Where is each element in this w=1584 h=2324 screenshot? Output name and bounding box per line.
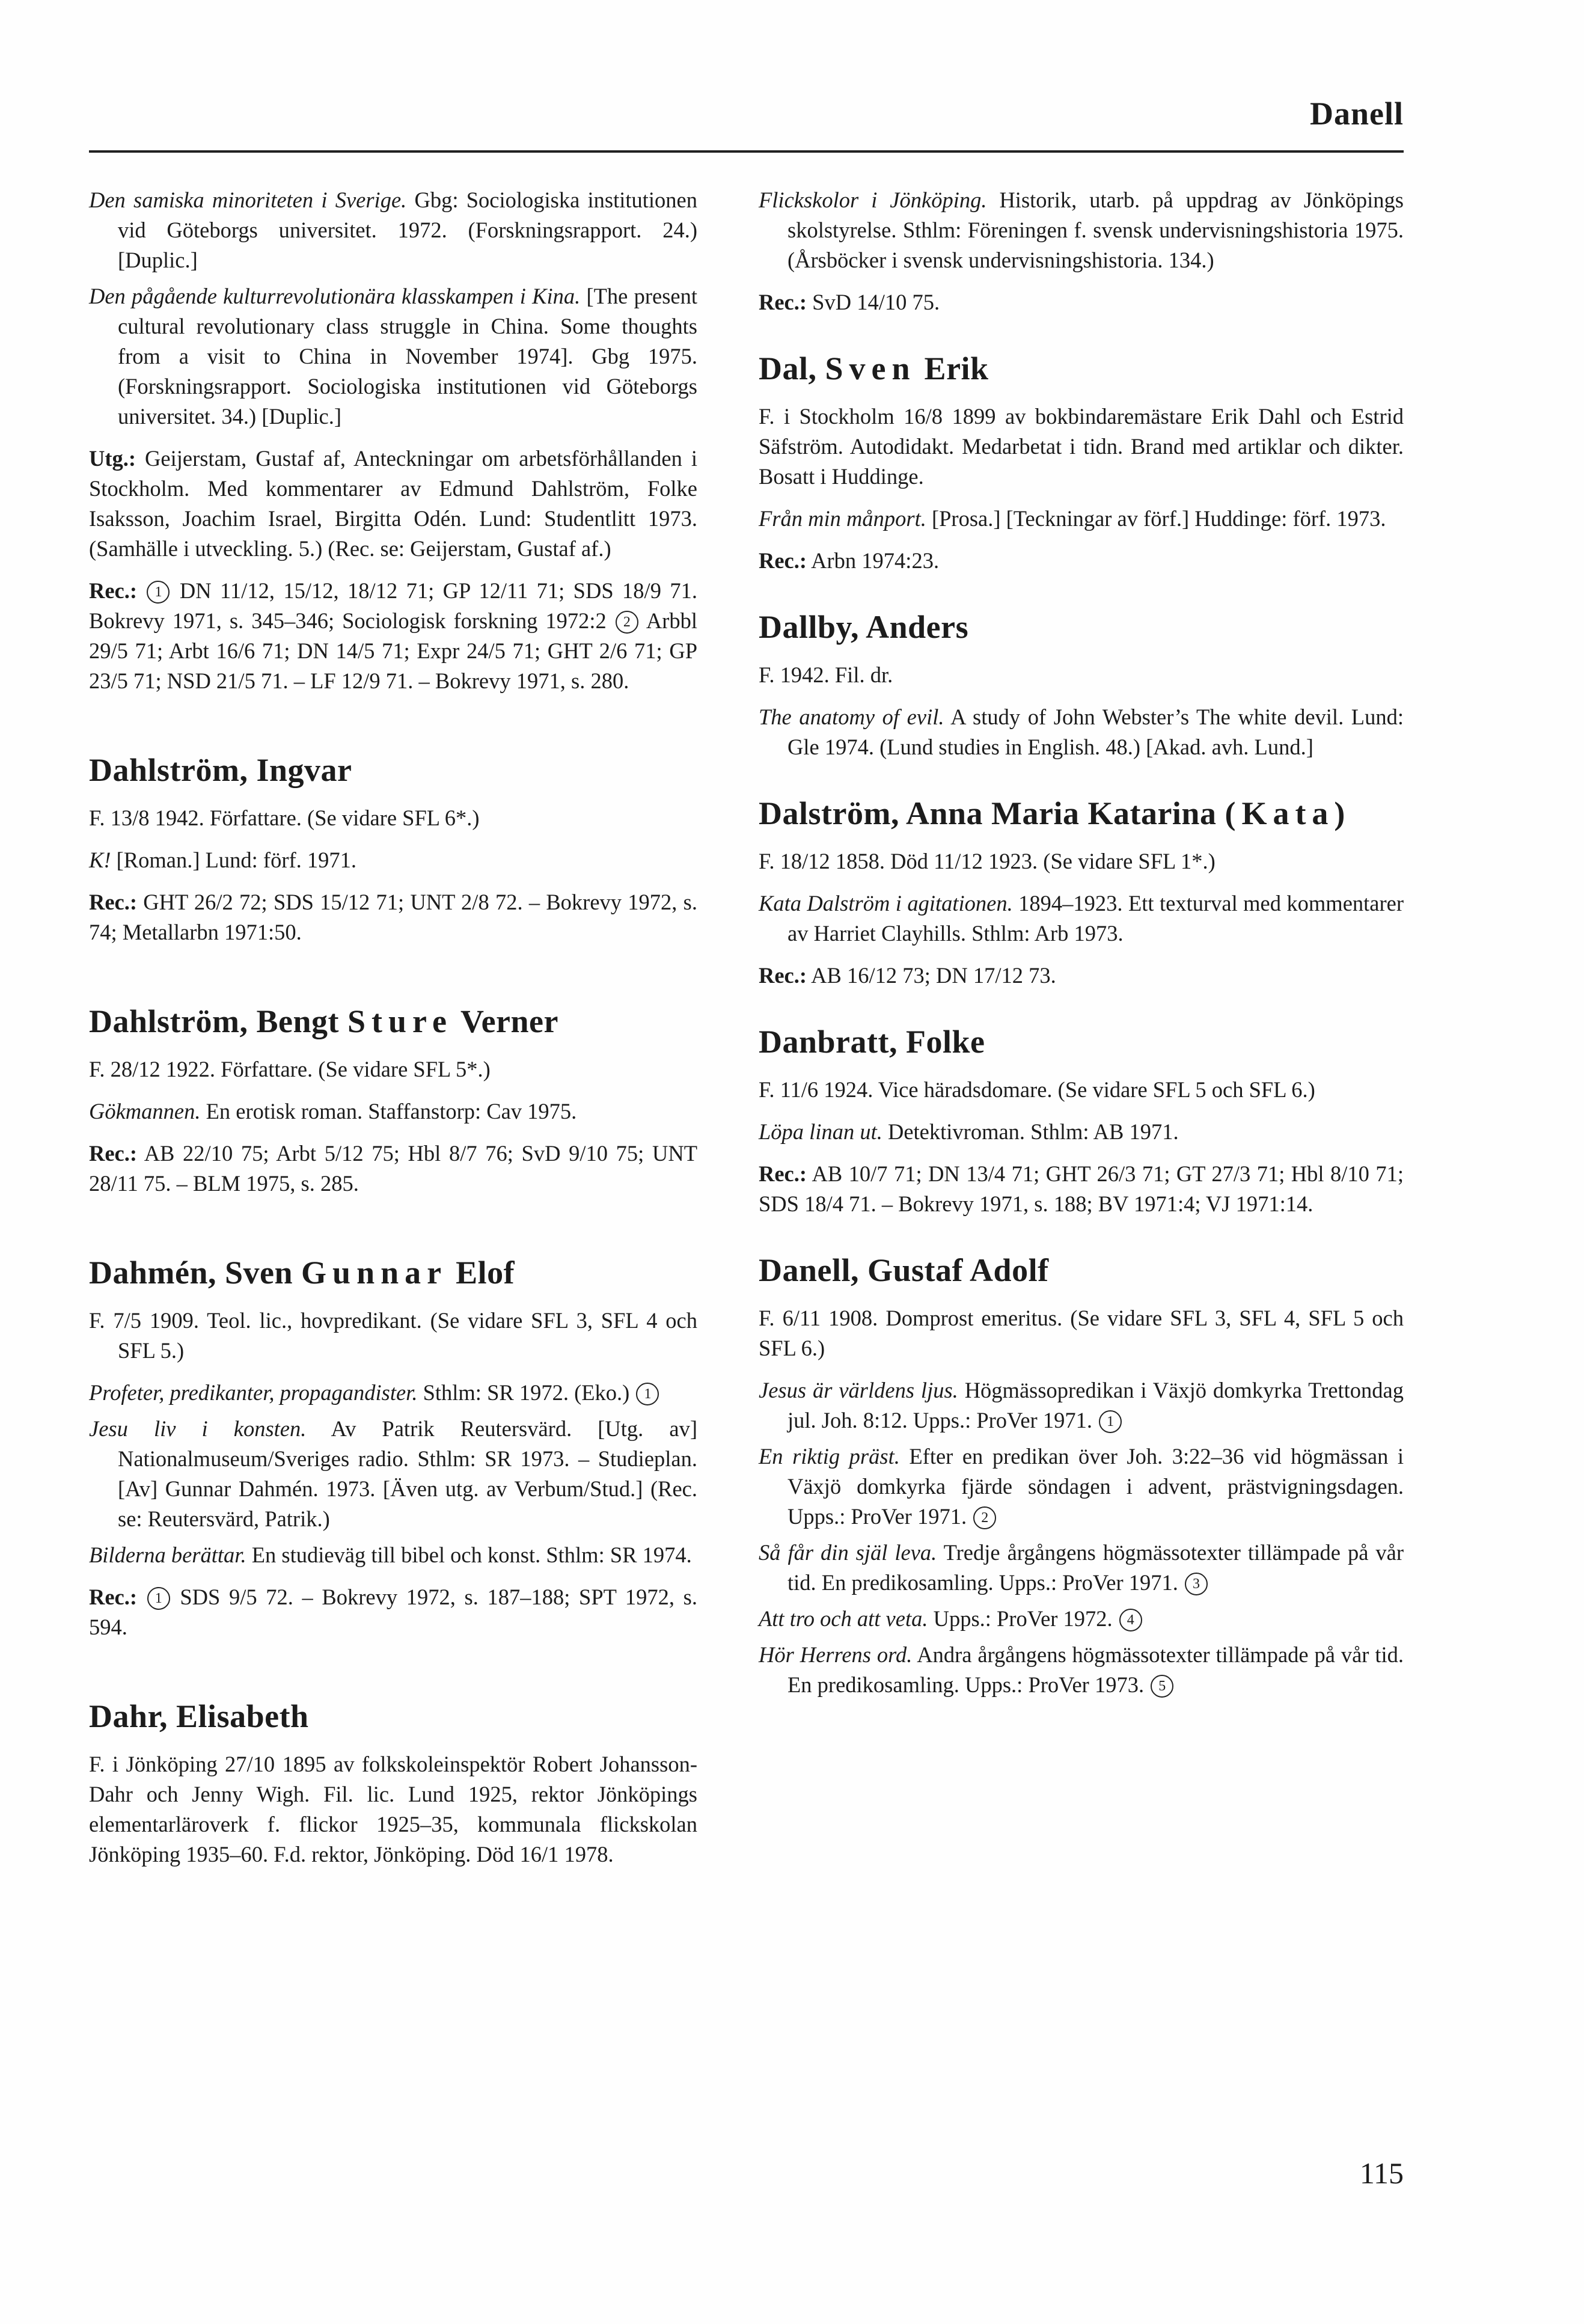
work-details: Sthlm: SR 1972. (Eko.) bbox=[417, 1380, 635, 1405]
author-bio: F. 6/11 1908. Domprost emeritus. (Se vidare SFL 3, SFL 4, SFL 5 och SFL 6.) bbox=[759, 1306, 1404, 1360]
work-title: Jesu liv i konsten. bbox=[89, 1416, 307, 1441]
heading-part: Dalström, Anna Maria Katarina bbox=[759, 795, 1225, 831]
work-title: Löpa linan ut. bbox=[759, 1119, 882, 1144]
spaced-given-name: Sven bbox=[825, 350, 916, 387]
work-entry bbox=[759, 1375, 1404, 1436]
work-entry bbox=[89, 1414, 697, 1534]
reviews bbox=[759, 287, 1404, 317]
rec-label: Rec.: bbox=[759, 290, 807, 314]
circled-number-marker: 1 bbox=[1099, 1410, 1122, 1433]
utg-text: Geijerstam, Gustaf af, Anteckningar om arbetsförhållanden i Stockholm. Med kommentarer av Edmund Dahlström, Folke Isaksson, Joachim Israel, Birgitta Odén. Lund: Studentlitt 1973. (Samhälle i utveckling. 5.) (Rec. se: Geijerstam, Gustaf af.) bbox=[89, 446, 697, 561]
work-title: Den pågående kulturrevolutionära klasskampen i Kina. bbox=[89, 284, 581, 308]
work-entry bbox=[89, 185, 697, 275]
reviews-text: SvD 14/10 75. bbox=[807, 290, 940, 314]
work-entry bbox=[759, 702, 1404, 762]
left-column bbox=[89, 185, 697, 1876]
reviews-text: GHT 26/2 72; SDS 15/12 71; UNT 2/8 72. – Bokrevy 1972, s. 74; Metallarbn 1971:50. bbox=[89, 890, 697, 944]
work-details: Högmässopredikan i Växjö domkyrka Trettondag jul. Joh. 8:12. Upps.: ProVer 1971. bbox=[787, 1378, 1404, 1433]
work-entry bbox=[759, 888, 1404, 949]
work-details: Upps.: ProVer 1972. bbox=[928, 1606, 1118, 1631]
work-entry bbox=[759, 185, 1404, 275]
work-title: En riktig präst. bbox=[759, 1444, 900, 1469]
author-heading: Dallby, Anders bbox=[759, 609, 969, 645]
work-details: Andra årgångens högmässotexter tillämpade på vår tid. En predikosamling. Upps.: ProVer 1973. bbox=[787, 1642, 1404, 1697]
reviews-text: AB 16/12 73; DN 17/12 73. bbox=[807, 963, 1056, 988]
reviews-text: Arbn 1974:23. bbox=[807, 548, 940, 573]
work-details: Detektivroman. Sthlm: AB 1971. bbox=[882, 1119, 1179, 1144]
work-details: Efter en predikan över Joh. 3:22–36 vid högmässan i Växjö domkyrka fjärde söndagen i advent, prästvigningsdagen. Upps.: ProVer 1971. bbox=[787, 1444, 1404, 1529]
work-title: Hör Herrens ord. bbox=[759, 1642, 913, 1667]
work-details: Av Patrik Reutersvärd. [Utg. av] Nationalmuseum/Sveriges radio. Sthlm: SR 1973. – Studieplan. [Av] Gunnar Dahmén. 1973. [Även utg. av Verbum/Stud.] (Rec. se: Reutersvärd, Patrik.) bbox=[118, 1416, 697, 1531]
work-entry bbox=[759, 1538, 1404, 1598]
reviews-text: Arbbl 29/5 71; Arbt 16/6 71; DN 14/5 71; Expr 24/5 71; GHT 2/6 71; GP 23/5 71; NSD 21/5 71. – LF 12/9 71. – Bokrevy 1971, s. 280. bbox=[89, 608, 697, 693]
author-heading bbox=[759, 347, 1404, 390]
reviews bbox=[89, 576, 697, 696]
author-heading: Dahlström, Ingvar bbox=[89, 752, 352, 788]
work-details: [Prosa.] [Teckningar av förf.] Huddinge: förf. 1973. bbox=[926, 506, 1386, 531]
author-bio: F. 1942. Fil. dr. bbox=[759, 662, 893, 687]
work-title: Profeter, predikanter, propagandister. bbox=[89, 1380, 418, 1405]
editor-note bbox=[89, 444, 697, 564]
reviews-text: DN 11/12, 15/12, 18/12 71; GP 12/11 71; SDS 18/9 71. Bokrevy 1971, s. 345–346; Sociologisk forskning 1972:2 bbox=[89, 578, 697, 633]
work-title: The anatomy of evil. bbox=[759, 705, 944, 729]
work-title: Att tro och att veta. bbox=[759, 1606, 928, 1631]
heading-part: Dal, bbox=[759, 350, 825, 387]
author-heading bbox=[759, 792, 1404, 834]
page-number: 115 bbox=[1359, 2156, 1404, 2190]
work-details: [The present cultural revolutionary class struggle in China. Some thoughts from a visit to China in November 1974]. Gbg 1975. (Forskningsrapport. Sociologiska institutionen vid Göteborgs universitet. 34.) [Duplic.] bbox=[118, 284, 697, 429]
rec-label: Rec.: bbox=[89, 578, 138, 603]
heading-part: Dahlström, Bengt bbox=[89, 1003, 347, 1039]
circled-number-marker: 1 bbox=[636, 1383, 659, 1405]
author-bio: F. 13/8 1942. Författare. (Se vidare SFL 6*.) bbox=[89, 806, 480, 830]
rec-label: Rec.: bbox=[89, 1141, 138, 1166]
work-details: 1894–1923. Ett texturval med kommentarer av Harriet Clayhills. Sthlm: Arb 1973. bbox=[787, 891, 1404, 946]
work-title: Så får din själ leva. bbox=[759, 1540, 937, 1565]
reviews bbox=[759, 546, 1404, 576]
circled-number-marker: 2 bbox=[616, 611, 638, 634]
author-heading: Dahr, Elisabeth bbox=[89, 1698, 309, 1734]
work-entry bbox=[759, 504, 1404, 534]
circled-number-marker: 3 bbox=[1185, 1573, 1208, 1595]
author-heading: Danbratt, Folke bbox=[759, 1024, 985, 1060]
work-details: Tredje årgångens högmässotexter tillämpade på vår tid. En predikosamling. Upps.: ProVer 1971. bbox=[787, 1540, 1404, 1595]
heading-part: Erik bbox=[916, 350, 989, 387]
rec-label: Rec.: bbox=[89, 890, 138, 914]
work-title: Flickskolor i Jönköping. bbox=[759, 188, 987, 212]
work-details: Gbg: Sociologiska institutionen vid Göteborgs universitet. 1972. (Forskningsrapport. 24.) [Duplic.] bbox=[118, 188, 698, 272]
author-bio: F. i Jönköping 27/10 1895 av folkskoleinspektör Robert Johansson-Dahr och Jenny Wigh. Fil. lic. Lund 1925, rektor Jönköpings elementarläroverk f. flickor 1925–35, kommunala flickskolan Jönköping 1935–60. F.d. rektor, Jönköping. Död 16/1 1978. bbox=[89, 1752, 697, 1867]
work-title: Kata Dalström i agitationen. bbox=[759, 891, 1013, 916]
author-bio: F. 18/12 1858. Död 11/12 1923. (Se vidare SFL 1*.) bbox=[759, 849, 1216, 873]
work-entry bbox=[89, 1378, 697, 1408]
reviews bbox=[89, 1139, 697, 1199]
author-heading: Danell, Gustaf Adolf bbox=[759, 1252, 1049, 1288]
header-rule bbox=[89, 150, 1404, 153]
rec-label: Rec.: bbox=[759, 548, 807, 573]
work-entry bbox=[759, 1640, 1404, 1700]
work-title: Den samiska minoriteten i Sverige. bbox=[89, 188, 407, 212]
author-bio: F. 28/12 1922. Författare. (Se vidare SFL 5*.) bbox=[89, 1057, 491, 1081]
reviews-text: SDS 9/5 72. – Bokrevy 1972, s. 187–188; SPT 1972, s. 594. bbox=[89, 1585, 698, 1639]
author-heading bbox=[89, 1252, 697, 1294]
spaced-given-name: Gunnar bbox=[301, 1255, 448, 1291]
heading-part: Verner bbox=[453, 1003, 558, 1039]
spaced-given-name: (Kata) bbox=[1225, 795, 1351, 831]
reviews bbox=[89, 887, 697, 947]
circled-number-marker: 1 bbox=[147, 581, 170, 604]
reviews bbox=[89, 1582, 697, 1642]
work-title: Gökmannen. bbox=[89, 1099, 201, 1124]
work-title: Jesus är världens ljus. bbox=[759, 1378, 958, 1402]
author-bio: F. 7/5 1909. Teol. lic., hovpredikant. (Se vidare SFL 3, SFL 4 och SFL 5.) bbox=[89, 1308, 697, 1363]
author-bio: F. i Stockholm 16/8 1899 av bokbindaremästare Erik Dahl och Estrid Säfström. Autodidakt. Medarbetat i tidn. Brand med artiklar och dikter. Bosatt i Huddinge. bbox=[759, 404, 1404, 489]
work-details: Historik, utarb. på uppdrag av Jönköpings skolstyrelse. Sthlm: Föreningen f. svensk undervisningshistoria 1975. (Årsböcker i svensk undervisningshistoria. 134.) bbox=[787, 188, 1404, 272]
reviews-text: AB 10/7 71; DN 13/4 71; GHT 26/3 71; GT 27/3 71; Hbl 8/10 71; SDS 18/4 71. – Bokrevy 1971, s. 188; BV 1971:4; VJ 1971:14. bbox=[759, 1161, 1404, 1216]
heading-part: Elof bbox=[447, 1255, 515, 1291]
work-entry bbox=[89, 1540, 697, 1570]
author-bio: F. 11/6 1924. Vice häradsdomare. (Se vidare SFL 5 och SFL 6.) bbox=[759, 1077, 1315, 1102]
running-head: Danell bbox=[1309, 96, 1404, 132]
circled-number-marker: 4 bbox=[1119, 1609, 1142, 1631]
reviews bbox=[759, 1159, 1404, 1219]
rec-label: Rec.: bbox=[759, 1161, 807, 1186]
circled-number-marker: 5 bbox=[1151, 1675, 1173, 1698]
work-title: K! bbox=[89, 848, 111, 872]
work-list bbox=[89, 185, 697, 432]
right-column bbox=[759, 185, 1404, 1706]
work-details: A study of John Webster’s The white devil. Lund: Gle 1974. (Lund studies in English. 48.) [Akad. avh. Lund.] bbox=[787, 705, 1404, 759]
work-details: En studieväg till bibel och konst. Sthlm: SR 1974. bbox=[246, 1543, 692, 1567]
heading-part: Dahmén, Sven bbox=[89, 1255, 302, 1291]
work-details: [Roman.] Lund: förf. 1971. bbox=[111, 848, 357, 872]
work-entry bbox=[89, 1096, 697, 1127]
work-title: Från min månport. bbox=[759, 506, 926, 531]
reviews bbox=[759, 961, 1404, 991]
work-entry bbox=[759, 1442, 1404, 1532]
circled-number-marker: 2 bbox=[973, 1506, 996, 1529]
work-entry bbox=[759, 1604, 1404, 1634]
work-title: Bilderna berättar. bbox=[89, 1543, 246, 1567]
work-details: En erotisk roman. Staffanstorp: Cav 1975. bbox=[200, 1099, 577, 1124]
work-entry bbox=[89, 845, 697, 875]
rec-label: Rec.: bbox=[759, 963, 807, 988]
author-heading bbox=[89, 1000, 697, 1042]
utg-label: Utg.: bbox=[89, 446, 136, 471]
circled-number-marker: 1 bbox=[147, 1587, 170, 1610]
work-entry bbox=[89, 281, 697, 432]
reviews-text: AB 22/10 75; Arbt 5/12 75; Hbl 8/7 76; SvD 9/10 75; UNT 28/11 75. – BLM 1975, s. 285. bbox=[89, 1141, 697, 1196]
spaced-given-name: Sture bbox=[347, 1003, 453, 1039]
rec-label: Rec.: bbox=[89, 1585, 138, 1609]
work-entry bbox=[759, 1117, 1404, 1147]
